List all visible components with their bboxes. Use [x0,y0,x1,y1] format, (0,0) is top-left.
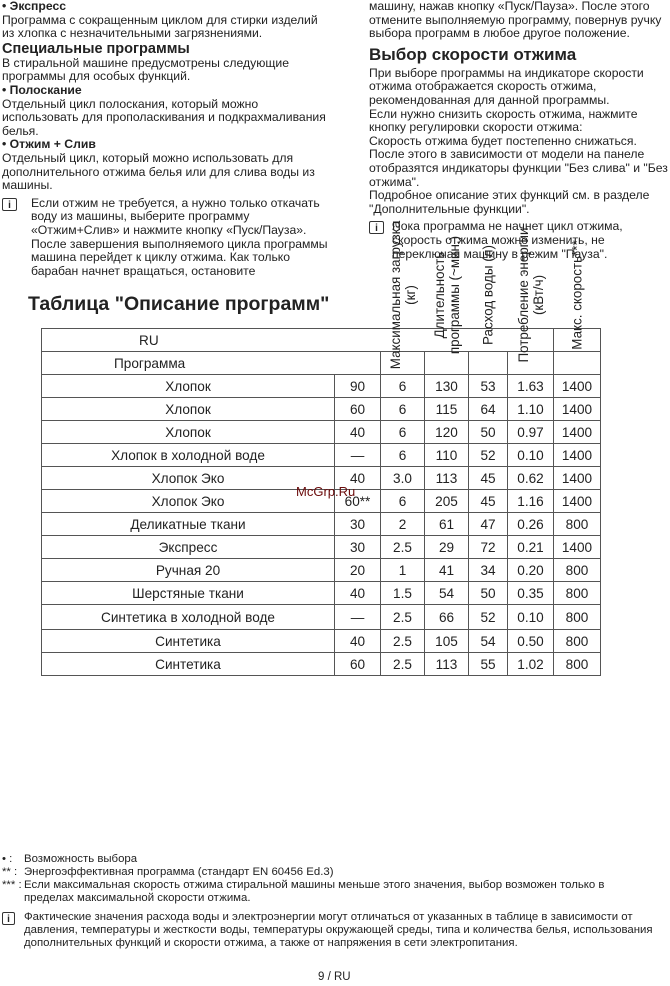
table-row [42,653,601,676]
duration-cell: 113 [425,467,469,490]
energy-cell: 0.35 [508,582,554,605]
footnote-2: ** : Энергоэффективная программа (стандарт EN 60456 Ed.3) [2,866,334,878]
water-cell: 64 [469,398,508,421]
duration-cell: 29 [425,536,469,559]
water-cell: 50 [469,421,508,444]
energy-cell: 0.97 [508,421,554,444]
max-load-cell: 6 [381,398,425,421]
max-load-cell: 2.5 [381,605,425,630]
max-load-cell: 1.5 [381,582,425,605]
table-row [42,582,601,605]
program-name-cell: Синтетика в холодной воде [42,605,335,630]
duration-cell: 130 [425,375,469,398]
program-name-cell: Экспресс [42,536,335,559]
water-cell: 47 [469,513,508,536]
info-icon: i [2,198,17,211]
spin-note [2,197,332,279]
continuation-text: машину, нажав кнопку «Пуск/Пауза». После этого отмените выполняемую программу, повернув ручку выбора программ в любое другое положение. [369,0,662,41]
energy-cell: 0.26 [508,513,554,536]
water-cell: 45 [469,467,508,490]
temperature-cell: — [335,605,381,630]
energy-cell: 0.62 [508,467,554,490]
program-name-cell: Ручная 20 [42,559,335,582]
spin-speed-heading: Выбор скорости отжима [369,44,577,64]
max-speed-cell: 1400 [554,375,601,398]
table-row [42,421,601,444]
rinse-heading: • Полоскание [2,82,82,97]
max-load-cell: 2 [381,513,425,536]
water-cell: 52 [469,444,508,467]
program-name-cell: Хлопок в холодной воде [42,444,335,467]
max-speed-cell: 800 [554,605,601,630]
max-speed-cell: 800 [554,653,601,676]
temperature-cell: 60** [335,490,381,513]
energy-cell: 0.20 [508,559,554,582]
express-text: Программа с сокращенным циклом для стирки изделий из хлопка с незначительными загрязнениями. [2,12,318,41]
program-name-cell: Хлопок [42,398,335,421]
temperature-cell: 90 [335,375,381,398]
footnote-3: *** : Если максимальная скорость отжима стиральной машины меньше этого значения, выбор возможен только в пределах максимальной скорости отжима. [2,879,605,904]
spin-speed-para-2: Если нужно снизить скорость отжима, нажмите кнопку регулировки скорости отжима: [369,106,638,135]
max-speed-cell: 800 [554,513,601,536]
table-row [42,536,601,559]
energy-cell: 1.63 [508,375,554,398]
duration-cell: 41 [425,559,469,582]
table-row [42,398,601,421]
page-number: 9 / RU [318,971,351,983]
max-load-cell: 3.0 [381,467,425,490]
temperature-cell: 20 [335,559,381,582]
table-row [42,605,601,630]
max-load-cell: 6 [381,375,425,398]
max-speed-cell: 800 [554,582,601,605]
temperature-cell: — [335,444,381,467]
max-speed-cell: 1400 [554,490,601,513]
max-speed-cell: 1400 [554,398,601,421]
max-load-cell: 6 [381,444,425,467]
special-programs-text: В стиральной машине предусмотрены следующие программы для особых функций. [2,55,289,84]
table-title: Таблица "Описание программ" [28,293,330,315]
duration-cell: 115 [425,398,469,421]
footnote-1: • : Возможность выбора [2,853,138,865]
water-cell: 34 [469,559,508,582]
duration-cell: 110 [425,444,469,467]
max-load-cell: 2.5 [381,630,425,653]
energy-cell: 0.10 [508,605,554,630]
energy-cell: 0.50 [508,630,554,653]
temperature-cell: 40 [335,421,381,444]
bottom-note [2,911,657,950]
program-name-cell: Деликатные ткани [42,513,335,536]
temperature-cell: 40 [335,467,381,490]
temperature-cell: 60 [335,653,381,676]
program-name-cell: Шерстяные ткани [42,582,335,605]
duration-cell: 61 [425,513,469,536]
water-cell: 55 [469,653,508,676]
temperature-cell: 40 [335,630,381,653]
max-speed-cell: 1400 [554,536,601,559]
temperature-cell: 30 [335,536,381,559]
spin-drain-text: Отдельный цикл, который можно использовать для дополнительного отжима белья или для слива воды из машины. [2,150,315,193]
table-row [42,559,601,582]
watermark: McGrp.Ru [296,484,356,499]
temperature-cell: 30 [335,513,381,536]
water-cell: 45 [469,490,508,513]
special-programs-heading: Специальные программы [2,40,190,57]
water-cell: 54 [469,630,508,653]
rinse-text: Отдельный цикл полоскания, который можно использовать для прополаскивания и подкрахмаливания белья. [2,96,326,138]
express-heading: • Экспресс [2,0,67,13]
energy-cell: 1.10 [508,398,554,421]
header-energy: Потребление энергии (кВт/ч) [508,352,554,375]
max-load-cell: 2.5 [381,536,425,559]
spin-speed-para-1: При выборе программы на индикаторе скорости отжима отображается скорость отжима, рекомендованная для данной программы. [369,65,644,107]
spin-speed-para-3: Скорость отжима будет постепенно снижаться. После этого в зависимости от модели на панеле отобразятся индикаторы функции "Без слива" и "Без отжима". [369,133,668,189]
header-max-speed: Макс. скорость*** [554,352,601,375]
info-icon: i [369,221,384,234]
max-load-cell: 6 [381,421,425,444]
energy-cell: 1.02 [508,653,554,676]
footnotes [2,853,657,950]
spin-speed-para-4: Подробное описание этих функций см. в разделе "Дополнительные функции". [369,188,650,216]
duration-cell: 105 [425,630,469,653]
duration-cell: 66 [425,605,469,630]
duration-cell: 120 [425,421,469,444]
program-name-cell: Хлопок Эко [42,467,335,490]
max-speed-cell: 1400 [554,467,601,490]
duration-cell: 205 [425,490,469,513]
max-load-cell: 2.5 [381,653,425,676]
program-name-cell: Хлопок [42,421,335,444]
info-icon: i [2,912,15,925]
spin-note-text: Если отжим не требуется, а нужно только откачать воду из машины, выберите программу «Отжим+Слив» и нажмите кнопку «Пуск/Пауза». После завершения выполняемого цикла программы машина перейдет к циклу отжима. Как только барабан начнет вращаться, остановите [31,195,328,278]
max-speed-cell: 800 [554,630,601,653]
header-water: Расход воды (л) [469,352,508,375]
max-speed-cell: 1400 [554,444,601,467]
table-row [42,375,601,398]
header-duration: Длительность программы (~мин.) [425,352,469,375]
spin-speed-note-text: Пока программа не начнет цикл отжима, скорость отжима можно изменить, не переключая машину в режим "Пауза". [392,219,623,261]
water-cell: 52 [469,605,508,630]
program-name-cell: Синтетика [42,653,335,676]
program-name-cell: Хлопок [42,375,335,398]
spin-drain-heading: • Отжим + Слив [2,137,96,152]
max-speed-cell: 1400 [554,421,601,444]
water-cell: 53 [469,375,508,398]
header-max-load: Максимальная загрузка (кг) [381,352,425,375]
duration-cell: 113 [425,653,469,676]
energy-cell: 0.10 [508,444,554,467]
water-cell: 72 [469,536,508,559]
max-load-cell: 1 [381,559,425,582]
table-lang-cell: RU [42,329,554,352]
left-column [2,0,332,278]
energy-cell: 0.21 [508,536,554,559]
table-row [42,630,601,653]
temperature-cell: 60 [335,398,381,421]
program-name-cell: Синтетика [42,630,335,653]
table-row [42,444,601,467]
energy-cell: 1.16 [508,490,554,513]
temperature-cell: 40 [335,582,381,605]
max-load-cell: 6 [381,490,425,513]
bottom-note-text: Фактические значения расхода воды и электроэнергии могут отличаться от указанных в таблице в зависимости от давления, температуры и жесткости воды, температуры окружающей среды, типа и количества белья, использования дополнительных функций и скорости отжима, а также от напряжения в сети электропитания. [24,911,653,949]
table-row [42,513,601,536]
max-speed-cell: 800 [554,559,601,582]
table-header-row [42,352,601,375]
program-name-cell: Хлопок Эко [42,490,335,513]
duration-cell: 54 [425,582,469,605]
water-cell: 50 [469,582,508,605]
program-header: Программа [42,352,381,375]
